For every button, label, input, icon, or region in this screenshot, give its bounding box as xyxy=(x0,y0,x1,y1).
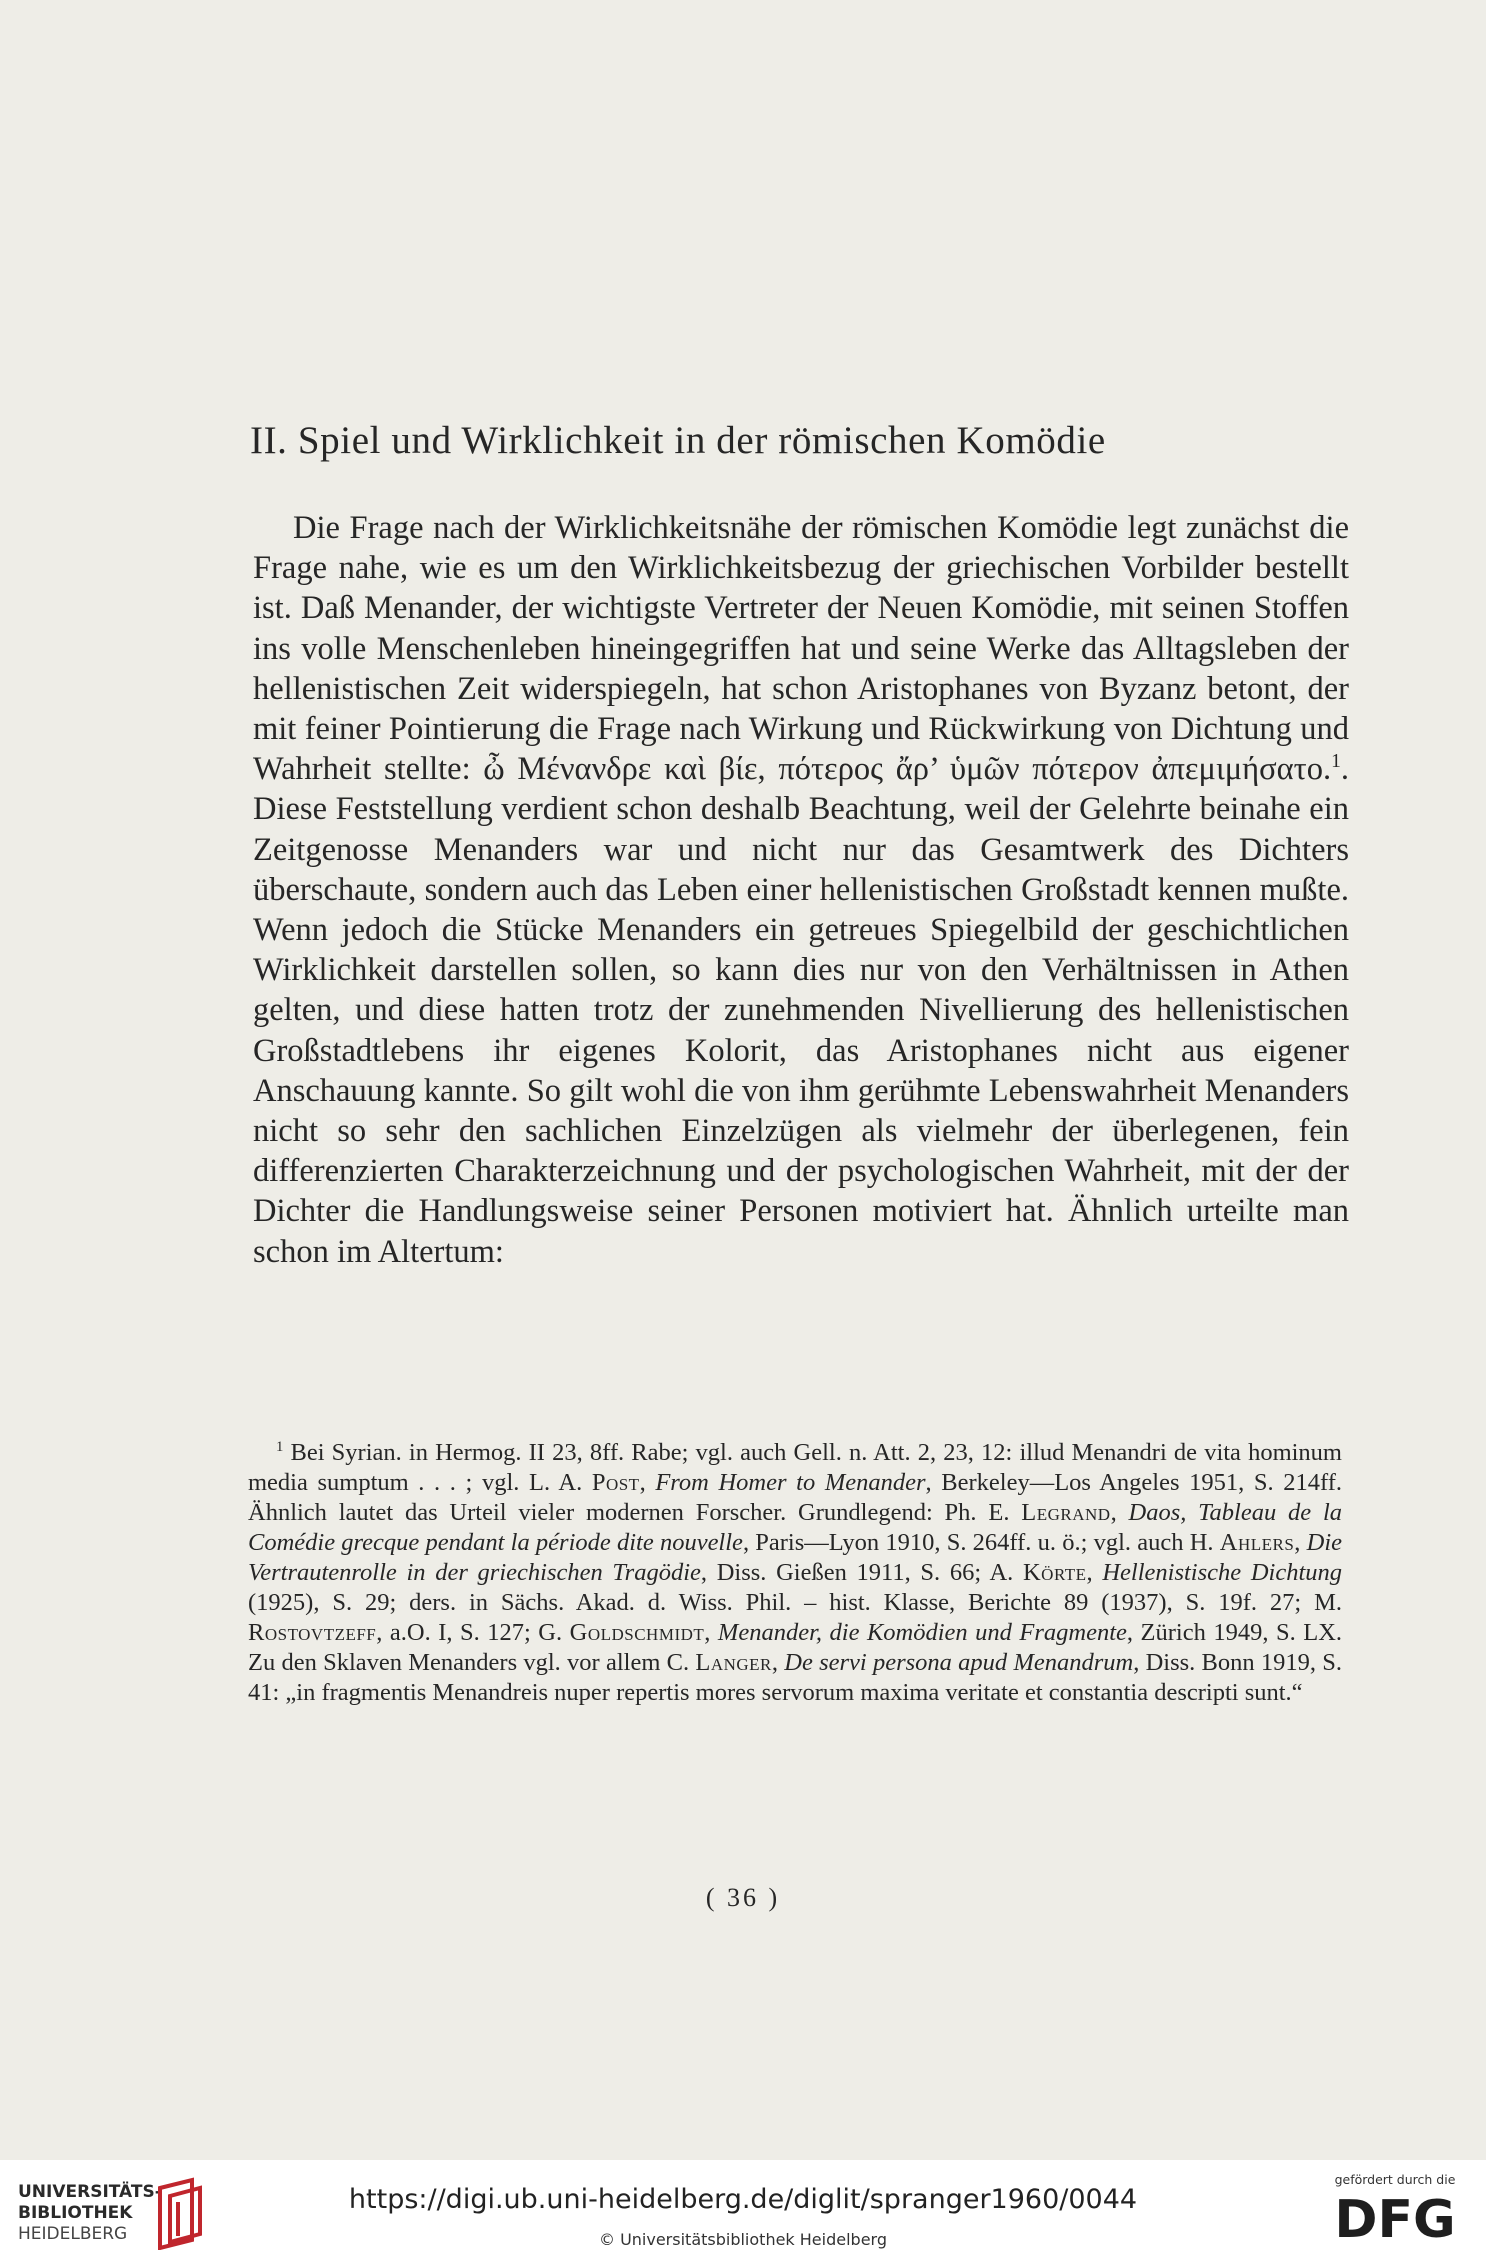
work-title: De servi persona apud Menandrum xyxy=(784,1649,1134,1676)
library-logo-line: UNIVERSITÄTS- xyxy=(18,2182,162,2202)
footnote-text: , xyxy=(771,1649,785,1676)
author-goldschmidt: Goldschmidt xyxy=(569,1619,705,1646)
footnote xyxy=(248,1438,1342,1708)
body-text-part-2: . Diese Feststellung verdient schon deshalb Beachtung, weil der Gelehrte beinahe ein Zeitgenosse Menanders war und nicht nur das Gesamtwerk des Dichters überschaute, sondern auch das Leben einer hellenistischen Großstadt kennen mußte. Wenn jedoch die Stücke Menanders ein getreues Spiegelbild der geschichtlichen Wirklichkeit darstellen sollen, so kann dies nur von den Verhältnissen in Athen gelten, und diese hatten trotz der zunehmenden Nivellierung des hellenistischen Großstadtlebens ihr eigenes Kolorit, das Aristophanes nicht aus eigener Anschauung kannte. So gilt wohl die von ihm gerühmte Lebenswahrheit Menanders nicht so sehr den sachlichen Einzelzügen als vielmehr der überlegenen, fein differenzierten Charakterzeichnung und der psychologischen Wahrheit, mit der der Dichter die Handlungsweise seiner Personen motiviert hat. Ähnlich urteilte man schon im Altertum: xyxy=(253,751,1349,1270)
work-title: Die Vertrautenrolle in der griechischen Tragödie xyxy=(248,1529,1343,1586)
viewer-footer xyxy=(0,2160,1486,2266)
author-koerte: Körte xyxy=(1022,1559,1087,1586)
footnote-text: , Zürich 1949, S. LX. Zu den Sklaven Menanders vgl. vor allem C. xyxy=(248,1619,1343,1676)
permalink-url[interactable]: https://digi.ub.uni-heidelberg.de/diglit/spranger1960/0044 xyxy=(348,2184,1138,2215)
footnote-text: , Diss. Gießen 1911, S. 66; A. xyxy=(700,1559,1023,1586)
body-paragraph xyxy=(253,508,1349,1272)
footnote-text: , xyxy=(639,1469,656,1496)
footnote-text: , Paris—Lyon 1910, S. 264ff. u. ö.; vgl. auch H. xyxy=(742,1529,1220,1556)
footnote-text: , xyxy=(1110,1499,1129,1526)
copyright-notice: © Universitätsbibliothek Heidelberg xyxy=(598,2230,887,2249)
dfg-caption: gefördert durch die xyxy=(1334,2172,1456,2187)
work-title: From Homer to Menander xyxy=(655,1469,926,1496)
author-post: Post xyxy=(591,1469,640,1496)
footnote-text: Bei Syrian. in Hermog. II 23, 8ff. Rabe; vgl. auch Gell. n. Att. 2, 23, 12: illud Menandri de vita hominum media sumptum . . . ; vgl. L. A. xyxy=(248,1439,1342,1496)
work-title: Hellenistische Dichtung xyxy=(1102,1559,1342,1586)
footnote-text: , Berkeley—Los Angeles 1951, S. 214ff. Ähnlich lautet das Urteil vieler modernen Forscher. Grundlegend: Ph. E. xyxy=(248,1469,1342,1526)
footnote-number: 1 xyxy=(276,1438,284,1455)
work-title: Daos, Tableau de la Comédie grecque pendant la période dite nouvelle xyxy=(248,1499,1343,1556)
author-langer: Langer xyxy=(695,1649,772,1676)
work-title: Menander, die Komödien und Fragmente xyxy=(717,1619,1127,1646)
footnote-text: (1925), S. 29; ders. in Sächs. Akad. d. Wiss. Phil. – hist. Klasse, Berichte 89 (1937), S. 19f. 27; M. xyxy=(248,1589,1342,1616)
library-logo-line: BIBLIOTHEK xyxy=(18,2203,133,2223)
library-logo-line: HEIDELBERG xyxy=(18,2224,128,2244)
author-ahlers: Ahlers xyxy=(1219,1529,1295,1556)
footnote-text: , a.O. I, S. 127; G. xyxy=(376,1619,570,1646)
footnote-text: , xyxy=(1294,1529,1307,1556)
body-text-part-1: Die Frage nach der Wirklichkeitsnähe der römischen Komödie legt zunächst die Frage nahe, wie es um den Wirklichkeitsbezug der griechischen Vorbilder bestellt ist. Daß Menander, der wichtigste Vertreter der Neuen Komödie, mit seinen Stoffen ins volle Menschenleben hineingegriffen hat und seine Werke das Alltagsleben der hellenistischen Zeit widerspiegeln, hat schon Aristophanes von Byzanz betont, der mit feiner Pointierung die Frage nach Wirkung und Rückwirkung von Dichtung und Wahrheit stellte: xyxy=(253,510,1349,788)
chapter-title: II. Spiel und Wirklichkeit in der römischen Komödie xyxy=(250,419,1106,462)
author-legrand: Legrand xyxy=(1021,1499,1111,1526)
dfg-logo-text: DFG xyxy=(1334,2191,1456,2245)
author-rostovtzeff: Rostovtzeff xyxy=(248,1619,377,1646)
footnote-reference[interactable]: 1 xyxy=(1331,751,1341,773)
page-number: ( 36 ) xyxy=(705,1883,781,1912)
footnote-text: , xyxy=(704,1619,718,1646)
dfg-logo-icon[interactable] xyxy=(1325,2191,1465,2245)
footnote-text: , Diss. Bonn 1919, S. 41: „in fragmentis Menandreis nuper repertis mores servorum maxima veritate et constantia descripti sunt.“ xyxy=(248,1649,1342,1706)
footnote-text: , xyxy=(1086,1559,1103,1586)
greek-quote: ὦ Μένανδρε καὶ βίε, πότερος ἄρ’ ὑμῶν πότερον ἀπεμιμήσατο. xyxy=(483,751,1332,788)
dfg-funding xyxy=(1320,2172,1470,2249)
